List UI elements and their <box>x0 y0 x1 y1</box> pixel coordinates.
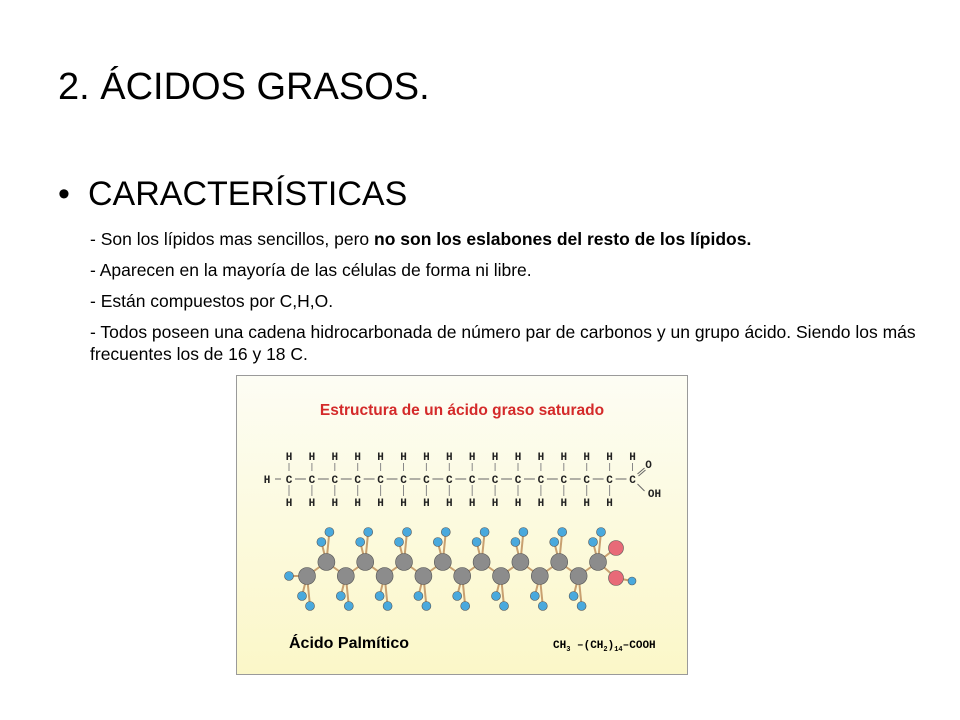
carbon-atom <box>434 554 451 571</box>
formula-sub-2: 2 <box>603 646 608 654</box>
line-1-text: - Son los lípidos mas sencillos, pero <box>90 229 375 249</box>
carbon-atom <box>531 568 548 585</box>
hydrogen-label: H <box>629 452 636 464</box>
hydrogen-label: H <box>514 498 522 510</box>
characteristic-line-1 <box>90 228 920 250</box>
hydrogen-atom <box>414 592 423 601</box>
hydrogen-label: H <box>514 452 522 464</box>
hydrogen-label: H <box>468 452 476 464</box>
hydrogen-label: H <box>285 498 293 510</box>
carbon-label: C <box>400 475 407 487</box>
single-bond-line <box>638 484 645 491</box>
hydrogen-atom <box>383 602 392 611</box>
formula-paren: ) <box>607 640 615 652</box>
carbon-label: C <box>491 475 499 487</box>
line-2-text: - Aparecen en la mayoría de las células de forma ni libre. <box>90 260 532 280</box>
hydrogen-label: H <box>606 498 613 510</box>
carbon-atom <box>454 568 471 585</box>
hydrogen-atom <box>589 538 598 547</box>
carbon-label: C <box>445 475 453 487</box>
hydrogen-label: H <box>354 498 362 510</box>
hydrogen-atom <box>492 592 501 601</box>
carbon-label: C <box>629 475 636 487</box>
hydrogen-label: H <box>560 498 568 510</box>
hydrogen-label: H <box>491 498 499 510</box>
hydrogen-atom <box>441 528 450 537</box>
carbon-atom <box>512 554 529 571</box>
hydrogen-atom <box>519 528 528 537</box>
double-bond-line <box>638 468 645 474</box>
formula-sub-3: 3 <box>566 646 571 654</box>
hydrogen-label: H <box>308 498 316 510</box>
carbon-label: C <box>331 475 339 487</box>
hydrogen-atom <box>364 528 373 537</box>
hydrogen-label: H <box>583 452 591 464</box>
carbon-label: C <box>308 475 316 487</box>
hydrogen-atom <box>453 592 462 601</box>
terminal-hydrogen-label: H <box>263 475 271 487</box>
hydrogen-label: H <box>423 452 430 464</box>
oxygen-label: O <box>645 460 652 472</box>
hydroxyl-label: OH <box>647 489 662 501</box>
hydrogen-atom <box>336 592 345 601</box>
hydrogen-atom <box>306 602 315 611</box>
hydrogen-atom <box>577 602 586 611</box>
line-1-bold-text: no son los eslabones del resto de los lípidos. <box>374 229 752 249</box>
hydrogen-atom <box>480 528 489 537</box>
hydrogen-atom <box>356 538 365 547</box>
hydrogen-atom <box>538 602 547 611</box>
carbon-atom <box>376 568 393 585</box>
carbon-label: C <box>354 475 362 487</box>
carbon-atom <box>590 554 607 571</box>
hydrogen-atom <box>403 528 412 537</box>
hydrogen-label: H <box>400 498 407 510</box>
oxygen-atom <box>609 541 624 556</box>
hydrogen-atom <box>325 528 334 537</box>
hydrogen-label: H <box>423 498 430 510</box>
molecule-name: Ácido Palmítico <box>289 635 410 652</box>
characteristic-line-4 <box>90 321 920 365</box>
hydrogen-atom <box>550 538 559 547</box>
formula-ch2: –(CH <box>570 640 604 652</box>
hydrogen-atom <box>558 528 567 537</box>
hydrogen-label: H <box>331 452 339 464</box>
hydrogen-atom <box>433 538 442 547</box>
carbon-label: C <box>285 475 293 487</box>
hydrogen-atom <box>530 592 539 601</box>
carbon-atom <box>570 568 587 585</box>
hydrogen-atom <box>511 538 520 547</box>
hydrogen-label: H <box>560 452 568 464</box>
carbon-label: C <box>606 475 613 487</box>
carbon-label: C <box>583 475 591 487</box>
hydrogen-atom <box>298 592 307 601</box>
hydrogen-atom <box>317 538 326 547</box>
formula-sub-14: 14 <box>614 646 623 654</box>
hydrogen-atom <box>344 602 353 611</box>
hydrogen-label: H <box>285 452 293 464</box>
carbon-atom <box>396 554 413 571</box>
hydrogen-atom <box>395 538 404 547</box>
line-3-text: - Están compuestos por C,H,O. <box>90 291 334 311</box>
slide-title: 2. ÁCIDOS GRASOS. <box>58 66 430 108</box>
bullet-heading <box>58 175 407 214</box>
hydrogen-atom <box>461 602 470 611</box>
hydrogen-atom <box>628 577 636 585</box>
characteristics-list <box>90 228 920 374</box>
carbon-label: C <box>468 475 476 487</box>
carbon-label: C <box>423 475 430 487</box>
hydrogen-label: H <box>468 498 476 510</box>
fatty-acid-figure <box>236 375 688 675</box>
oxygen-atom <box>609 571 624 586</box>
hydrogen-label: H <box>308 452 316 464</box>
hydrogen-label: H <box>445 498 453 510</box>
carbon-atom <box>357 554 374 571</box>
hydrogen-atom <box>422 602 431 611</box>
carbon-atom <box>299 568 316 585</box>
carbon-label: C <box>514 475 522 487</box>
bullet-heading-text: CARACTERÍSTICAS <box>88 175 408 213</box>
carbon-atom <box>337 568 354 585</box>
hydrogen-atom <box>285 572 294 581</box>
hydrogen-atom <box>375 592 384 601</box>
hydrogen-atom <box>500 602 509 611</box>
hydrogen-label: H <box>537 452 545 464</box>
carbon-atom <box>473 554 490 571</box>
hydrogen-atom <box>569 592 578 601</box>
carbon-label: C <box>377 475 384 487</box>
carbon-label: C <box>537 475 545 487</box>
hydrogen-label: H <box>491 452 499 464</box>
formula-ch: CH <box>553 640 567 652</box>
hydrogen-atom <box>597 528 606 537</box>
line-4-text: - Todos poseen una cadena hidrocarbonada de número par de carbonos y un grupo ácido. Siendo los más frecuentes los de 16 y 18 C. <box>90 322 916 364</box>
hydrogen-label: H <box>377 498 384 510</box>
hydrogen-label: H <box>537 498 545 510</box>
hydrogen-label: H <box>583 498 591 510</box>
hydrogen-atom <box>472 538 481 547</box>
hydrogen-label: H <box>331 498 339 510</box>
hydrogen-label: H <box>445 452 453 464</box>
molecule-diagram <box>237 376 689 676</box>
hydrogen-label: H <box>400 452 407 464</box>
hydrogen-label: H <box>354 452 362 464</box>
carbon-label: C <box>560 475 568 487</box>
hydrogen-label: H <box>606 452 613 464</box>
carbon-atom <box>318 554 335 571</box>
bullet-symbol: • <box>58 175 70 213</box>
hydrogen-label: H <box>377 452 384 464</box>
carbon-atom <box>493 568 510 585</box>
figure-title: Estructura de un ácido graso saturado <box>319 402 605 419</box>
condensed-formula <box>553 640 656 652</box>
characteristic-line-2 <box>90 259 920 281</box>
carbon-atom <box>415 568 432 585</box>
formula-cooh: –COOH <box>622 640 656 652</box>
characteristic-line-3 <box>90 290 920 312</box>
carbon-atom <box>551 554 568 571</box>
